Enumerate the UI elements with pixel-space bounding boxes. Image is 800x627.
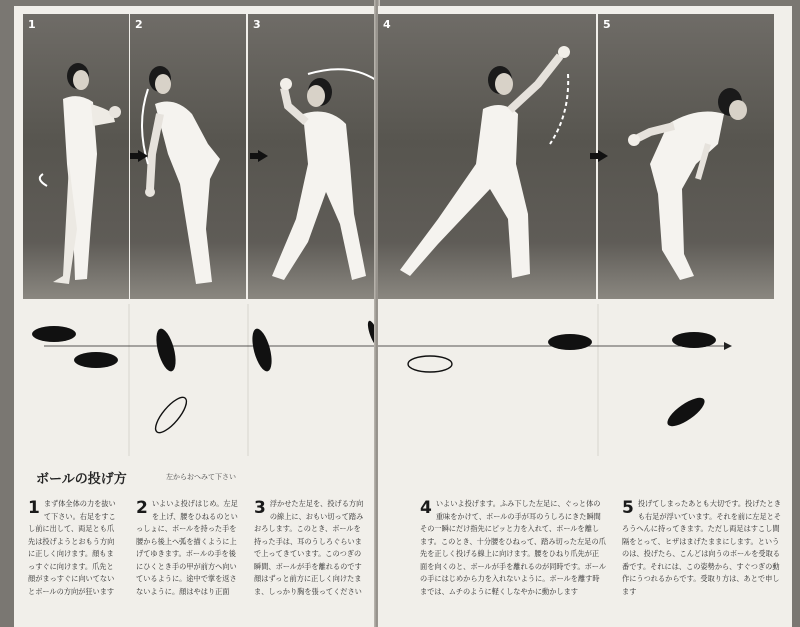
step-text: まず体全体の力を抜いて下さい。右足をすこし前に出して、両足とも爪先は投げようとおもう方向に正しく向けます。顔もまっすぐに向けます。爪先と顔がまっすぐに向いてないとボールの方向が狂います [28, 499, 116, 596]
photo-number: 3 [253, 18, 261, 31]
step-number: 3 [254, 498, 266, 518]
footwork-diagram-left [14, 304, 376, 456]
step-number: 5 [622, 498, 634, 518]
instruction-step-5 [622, 498, 782, 598]
step-number: 2 [136, 498, 148, 518]
footprint-icon [74, 352, 118, 368]
instruction-step-4 [420, 498, 606, 598]
figure-standing-illustration [23, 14, 129, 299]
instruction-step-2 [136, 498, 240, 598]
footwork-diagram-right [378, 304, 792, 456]
photo-number: 1 [28, 18, 36, 31]
footprint-outline-icon [408, 356, 452, 372]
step-text: いよいよ投げはじめ。左足を上げ、腰をひねるのといっしょに、ボールを持った手を腰から後上へ弧を描くように上げてゆきます。ボールの手を後にひくとき手の甲が前方へ向いているように。途中で掌を返さないように。顔はやはり正面 [136, 499, 238, 596]
photo-step-4 [378, 14, 596, 299]
figure-throw-illustration [378, 14, 596, 299]
step-text: いよいよ投げます。ふみ下した左足に、ぐっと体の重味をかけて、ボールの手が耳のうしろにきた瞬間その一瞬にだけ指先にピッと力を入れて、ボールを離します。このとき、十分腰をひねって、踏み切った左足の爪先を正しく投げる線上に向けます。腰をひねり爪先が正面を向くのと、ボールが手を離れるのが同時です。ボールの手にはじめから力を入れないように。ボールを離す時までは、ムチのように軽くしなやかに動かします [420, 499, 607, 596]
step-number: 1 [28, 498, 40, 518]
arrow-icon [258, 150, 268, 162]
step-text: 浮かせた左足を、投げる方向の線上に、おもい切って踏みおろします。このとき、ボールを持った手は、耳のうしろぐらいまで上ってきています。このつぎの瞬間、ボールが手を離れるのです顔はずっと前方に正しく向けたまま、しっかり胸を張ってください [254, 499, 364, 596]
direction-arrow-icon [724, 342, 732, 350]
figure-follow-through-illustration [598, 14, 774, 299]
photo-step-5 [598, 14, 774, 299]
footprint-icon [672, 332, 716, 348]
arrow-icon [598, 150, 608, 162]
step-number: 4 [420, 498, 432, 518]
footprint-icon [249, 327, 276, 374]
section-title: ボールの投げ方 [36, 472, 127, 487]
photo-number: 2 [135, 18, 143, 31]
left-page [14, 6, 376, 627]
footprint-icon [153, 327, 180, 374]
instruction-step-1 [28, 498, 120, 598]
footprint-icon [548, 334, 592, 350]
section-subtitle: 左からおへみて下さい [166, 473, 236, 481]
right-page [378, 6, 792, 627]
footprint-icon [32, 326, 76, 342]
arrow-icon [138, 150, 148, 162]
instruction-step-3 [254, 498, 366, 598]
photo-number: 5 [603, 18, 611, 31]
photo-number: 4 [383, 18, 391, 31]
photo-step-1 [23, 14, 129, 299]
footprint-outline-icon [151, 393, 192, 437]
step-text: 投げてしまったあとも大切です。投げたときも右足が浮いています。それを前に左足とそろうへんに持ってきます。ただし両足はすこし間隔をとって、ヒザはまげたままにします。というのは、投げたら、こんどは向うのボールを受取る番です。それには、この姿勢から、すぐつぎの動作にうつれるからです。受取り方は、あとで申します [622, 499, 782, 596]
footprint-icon [663, 393, 708, 431]
